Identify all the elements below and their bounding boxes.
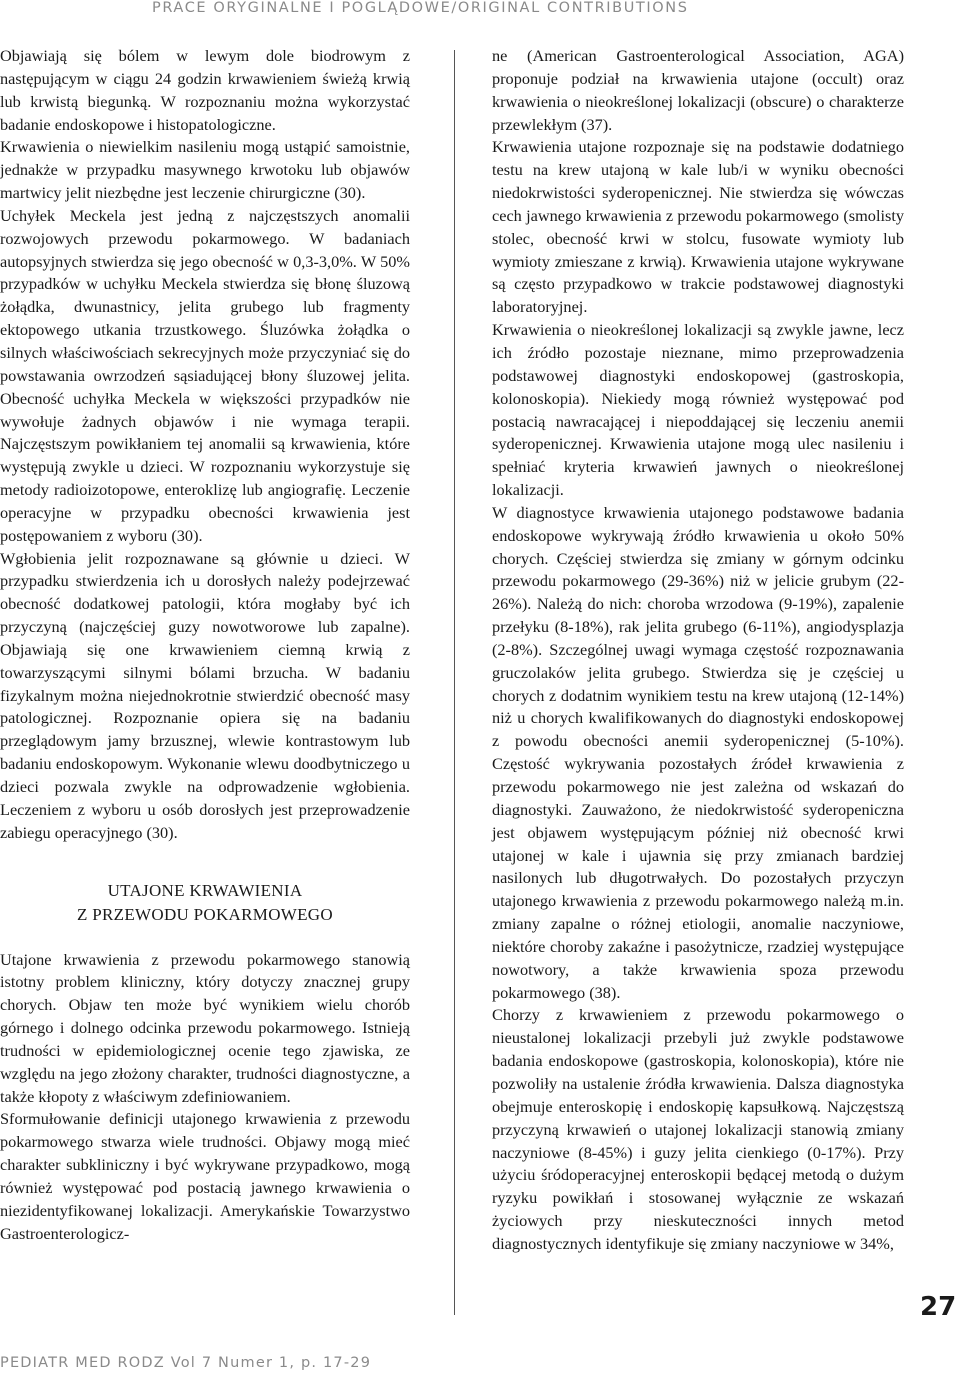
- paragraph: ne (American Gastroenterological Association, AGA) proponuje podział na krwawienia utajone (occult) oraz krwawienia o nieokreślonej lokalizacji (obscure) o charakterze przewlekłym (37).: [492, 46, 904, 134]
- paragraph: Objawiają się bólem w lewym dole biodrowym z następującym w ciągu 24 godzin krwawieniem świeżą krwią lub krwistą biegunką. W rozpoznaniu można wykorzystać badanie endoskopowe i histopatologiczne.: [0, 46, 410, 134]
- paragraph: Sformułowanie definicji utajonego krwawienia z przewodu pokarmowego stwarza wiele trudności. Objawy mogą mieć charakter subkliniczny i być wykrywane przypadkowo, mogą również występować pod postacią jawnego krwawienia o niezidentyfikowanej lokalizacji. Amerykańskie Towarzystwo Gastroenterologicz-: [0, 1109, 410, 1243]
- paragraph: Krwawienia o niewielkim nasileniu mogą ustąpić samoistnie, jednakże w przypadku masywnego krwotoku lub objawów martwicy jelit niezbędne jest leczenie chirurgiczne (30).: [0, 137, 410, 203]
- footer-citation: PEDIATR MED RODZ Vol 7 Numer 1, p. 17-29: [0, 1355, 372, 1371]
- left-column: [0, 45, 410, 1246]
- page-number: 27: [920, 1292, 957, 1322]
- running-header: PRACE ORYGINALNE I POGLĄDOWE/ORIGINAL CONTRIBUTIONS: [152, 0, 689, 16]
- section-heading-line: UTAJONE KRWAWIENIA: [107, 880, 303, 900]
- paragraph: Utajone krwawienia z przewodu pokarmowego stanowią istotny problem kliniczny, który dotyczy znacznej grupy chorych. Objaw ten może być wynikiem wielu chorób górnego i dolnego odcinka przewodu pokarmowego. Istnieją trudności w epidemiologicznej ocenie tego zjawiska, ze względu na jego złożony charakter, trudności diagnostyczne, a także kłopoty z właściwym zdefiniowaniem.: [0, 949, 410, 1106]
- paragraph: Chorzy z krwawieniem z przewodu pokarmowego o nieustalonej lokalizacji przebyli już zwykle podstawowe badania endoskopowe (gastroskopia, kolonoskopia), które nie pozwoliły na ustalenie źródła krwawienia. Dalsza diagnostyka obejmuje enteroskopię i endoskopię kapsułkową. Najczęstszą przyczyną krwawień o utajonej lokalizacji stanowią zmiany naczyniowe (8-45%) i guzy jelita cienkiego (0-17%). Przy użyciu śródoperacyjnej enteroskopii będącej metodą o dużym ryzyku powikłań i stosowanej wyłącznie ze wskazań życiowych przy nieskuteczności innych metod diagnostycznych identyfikuje się zmiany naczyniowe w 34%,: [492, 1005, 904, 1253]
- column-divider: [454, 50, 455, 1315]
- paragraph: Krwawienia utajone rozpoznaje się na podstawie dodatniego testu na krew utajoną w kale lub/i w wyniku obecności niedokrwistości syderopenicznej. Nie stwierdza się wówczas cech jawnego krwawienia z przewodu pokarmowego (smolisty stolec, obecność krwi w stolcu, fusowate wymioty lub wymioty zmieszane z krwią). Krwawienia utajone wykrywane są często przypadkowo w trakcie podstawowej diagnostyki laboratoryjnej.: [492, 137, 904, 317]
- paragraph: Wgłobienia jelit rozpoznawane są głównie u dzieci. W przypadku stwierdzenia ich u dorosłych należy podejrzewać obecność dodatkowej patologii, która mogłaby być ich przyczyną (najczęściej guzy nowotworowe lub zapalne). Objawiają się one krwawieniem ciemną krwią z towarzyszącymi silnymi bólami brzucha. W badaniu fizykalnym można niejednokrotnie stwierdzić obecność masy patologicznej. Rozpoznanie opiera się na badaniu przeglądowym jamy brzusznej, wlewie kontrastowym lub badaniu endoskopowym. Wykonanie wlewu doodbytniczego u dzieci pozwala zwykle na odprowadzenie wgłobienia. Leczeniem z wyboru u osób dorosłych jest przeprowadzenie zabiegu operacyjnego (30).: [0, 548, 410, 842]
- paragraph: Uchyłek Meckela jest jedną z najczęstszych anomalii rozwojowych przewodu pokarmowego. W badaniach autopsyjnych stwierdza się jego obecność w 0,3-3,0%. W 50% przypadków w uchyłku Meckela stwierdza się błonę śluzową żołądka, dwunastnicy, jelita grubego lub fragmenty ektopowego utkania trzustkowego. Śluzówka żołądka o silnych właściwościach sekrecyjnych może przyczyniać się do powstawania owrzodzeń sąsiadującej błony śluzowej jelita. Obecność uchyłka Meckela w większości przypadków nie wywołuje żadnych objawów i nie wymaga terapii. Najczęstszym powikłaniem tej anomalii są krwawienia, które występują zwykle u dzieci. W rozpoznaniu wykorzystuje się metody radioizotopowe, enteroklizę lub angiografię. Leczenie operacyjne w przypadku obecności krwawienia jest postępowaniem z wyboru (30).: [0, 205, 410, 545]
- paragraph: W diagnostyce krwawienia utajonego podstawowe badania endoskopowe wykrywają źródło krwawienia u około 50% chorych. Częściej stwierdza się zmiany w górnym odcinku przewodu pokarmowego (29-36%) niż w jelicie grubym (22-26%). Należą do nich: choroba wrzodowa (9-19%), zapalenie przełyku (8-18%), rak jelita grubego (6-11%), angiodysplazja (2-8%). Szczególnej uwagi wymaga częstość rozpoznawania gruczolaków jelita grubego. Stwierdza się je częściej u chorych z dodatnim wynikiem testu na krew utajoną (12-14%) niż u chorych kwalifikowanych do diagnostyki endoskopowej z powodu obecności anemii syderopenicznej (5-10%). Częstość wykrywania pozostałych źródeł krwawienia z przewodu pokarmowego nie jest zależna od wskazań do diagnostyki. Zauważono, że niedokrwistość syderopeniczna jest objawem występującym później niż obecność krwi utajonej w kale i ujawnia się przy zmianach bardziej nasilonych lub długotrwałych. Do pozostałych przyczyn utajonego krwawienia z przewodu pokarmowego należą m.in. zmiany zapalne o różnej etiologii, anomalie naczyniowe, niektóre choroby zakaźne i pasożytnicze, rzadziej występujące nowotwory, a także krwawienia spoza przewodu pokarmowego (38).: [492, 502, 904, 1002]
- paragraph: Krwawienia o nieokreślonej lokalizacji są zwykle jawne, lecz ich źródło pozostaje nieznane, mimo przeprowadzenia podstawowej diagnostyki endoskopowej (gastroskopia, kolonoskopia). Niekiedy mogą również występować pod postacią nawracającej i niepoddającej się leczeniu anemii syderopenicznej. Krwawienia utajone mogą ulec nasileniu i spełniać kryteria krwawień jawnych o nieokreślonej lokalizacji.: [492, 320, 904, 500]
- section-heading: [0, 879, 410, 927]
- section-heading-line: Z PRZEWODU POKARMOWEGO: [77, 904, 333, 924]
- right-column: [492, 45, 904, 1256]
